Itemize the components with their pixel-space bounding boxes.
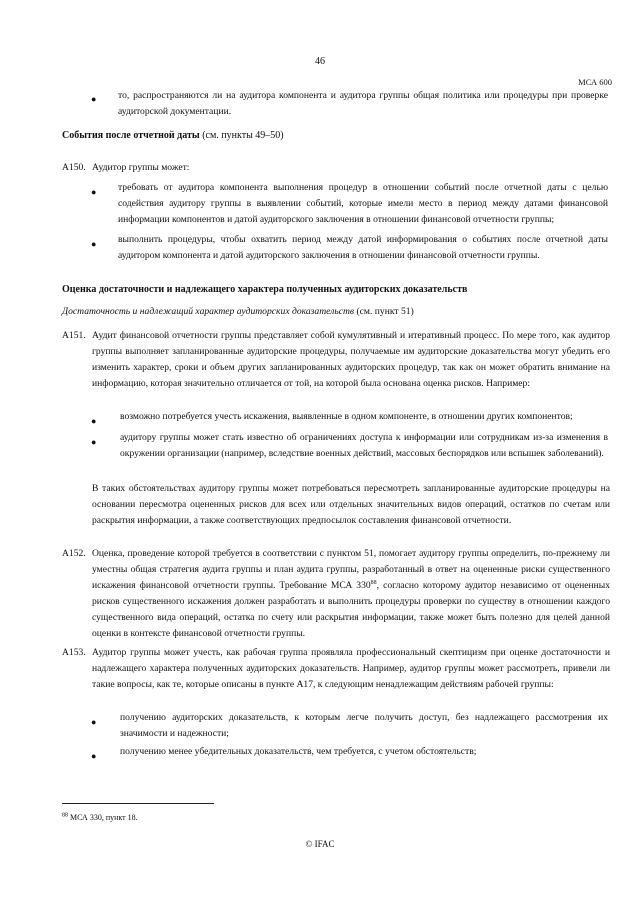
bullet-marker: ● <box>91 717 97 727</box>
list-item: аудитору группы может стать известно об ограничениях доступа к информации или сотрудникам из-за изменения в окружении организации (например, вследствие военных действий, массовых беспорядков или вспышек заболеваний). <box>120 432 608 459</box>
paragraph-text-part: Оценка, проведение которой требуется в соответствии с пунктом 51, помогает аудитору группы определить, по-прежнему ли уместны общая стратегия аудита группы и план аудита группы, разработанный в ответ на оцененные риски существенного искажения финансовой отчетности группы. Требование МСА 330 <box>92 548 610 591</box>
footnote-ref: 88 <box>370 579 377 586</box>
section-heading-ref: (см. пункты 49–50) <box>202 130 284 141</box>
copyright-footer: © IFAC <box>305 839 335 849</box>
standard-label: МСА 600 <box>578 77 612 87</box>
paragraph-text: Аудит финансовой отчетности группы представляет собой кумулятивный и итеративный процесс. По мере того, как аудитор группы выполняет запланированные аудиторские процедуры, получаемые им аудиторские доказательства могут убедить его изменить характер, сроки и объем других запланированных аудиторских процедур, так как он может обратить внимание на информацию, которая значительно отличается от той, на которой была основана оценка рисков. Например: <box>92 330 610 389</box>
subsection-heading-title: Достаточность и надлежащий характер аудиторских доказательств <box>62 306 355 317</box>
bullet-marker: ● <box>91 437 97 447</box>
section-heading: Оценка достаточности и надлежащего характера полученных аудиторских доказательств <box>62 284 468 295</box>
subsection-heading <box>62 304 414 320</box>
page-number: 46 <box>315 56 325 67</box>
section-heading <box>62 128 284 144</box>
footnote-text: МСА 330, пункт 18. <box>70 813 138 822</box>
bullet-marker: ● <box>91 416 97 426</box>
paragraph-lead: Аудитор группы может: <box>92 162 190 173</box>
bullet-marker: ● <box>91 751 97 761</box>
list-item: получению менее убедительных доказательств, чем требуется, с учетом обстоятельств; <box>120 746 477 757</box>
paragraph-text: В таких обстоятельствах аудитору группы может потребоваться пересмотреть запланированные аудиторские процедуры на основании пересмотра оцененных рисков для всех или отдельных значительных видов операций, остатков по счетам или раскрытия информации, а также соответствующих предпосылок составления финансовой отчетности. <box>92 483 610 526</box>
section-heading-title: События после отчетной даты <box>62 130 200 141</box>
paragraph-number: A152. <box>62 548 86 559</box>
list-item: возможно потребуется учесть искажения, выявленные в одном компоненте, в отношении других компонентов; <box>120 411 573 422</box>
subsection-heading-ref: (см. пункт 51) <box>356 306 414 317</box>
bullet-marker: ● <box>91 239 97 249</box>
list-item: то, распространяются ли на аудитора компонента и аудитора группы общая политика или процедуры при проверке аудиторской документации. <box>118 90 608 117</box>
paragraph-number: A151. <box>62 330 86 341</box>
paragraph-text: Аудитор группы может учесть, как рабочая группа проявляла профессиональный скептицизм при оценке достаточности и надлежащего характера полученных аудиторских доказательств. Например, аудитор группы может рассмотреть, привели ли такие вопросы, как те, которые описаны в пункте A17, к следующим ненадлежащим действиям рабочей группы: <box>92 647 610 690</box>
paragraph-number: A153. <box>62 647 86 658</box>
bullet-marker: ● <box>91 187 97 197</box>
footnote-divider <box>62 803 214 804</box>
bullet-marker: ● <box>91 94 97 104</box>
footnote <box>62 810 138 826</box>
list-item: получению аудиторских доказательств, к которым легче получить доступ, без надлежащего рассмотрения их значимости и надежности; <box>120 712 608 739</box>
list-item: требовать от аудитора компонента выполнения процедур в отношении событий после отчетной даты с целью содействия аудитору группы в выявлении событий, которые имели место в период между датами финансовой информации компонентов и датой аудиторского заключения в отношении финансовой отчетности группы; <box>118 182 608 225</box>
paragraph-number: A150. <box>62 162 86 173</box>
paragraph-text-part: , согласно которому аудитор независимо от оцененных рисков существенного искажения должен разработать и выполнить процедуры проверки по существу в отношении каждого существенного вида операций, остатка по счету или раскрытия информации, также может быть полезно для целей данной оценки в контексте финансовой отчетности группы. <box>92 580 611 639</box>
paragraph-text <box>92 546 610 642</box>
footnote-mark: 88 <box>62 812 68 819</box>
list-item: выполнить процедуры, чтобы охватить период между датой информирования о событиях после отчетной даты аудитором компонента и датой аудиторского заключения в отношении финансовой отчетности группы. <box>118 234 608 261</box>
